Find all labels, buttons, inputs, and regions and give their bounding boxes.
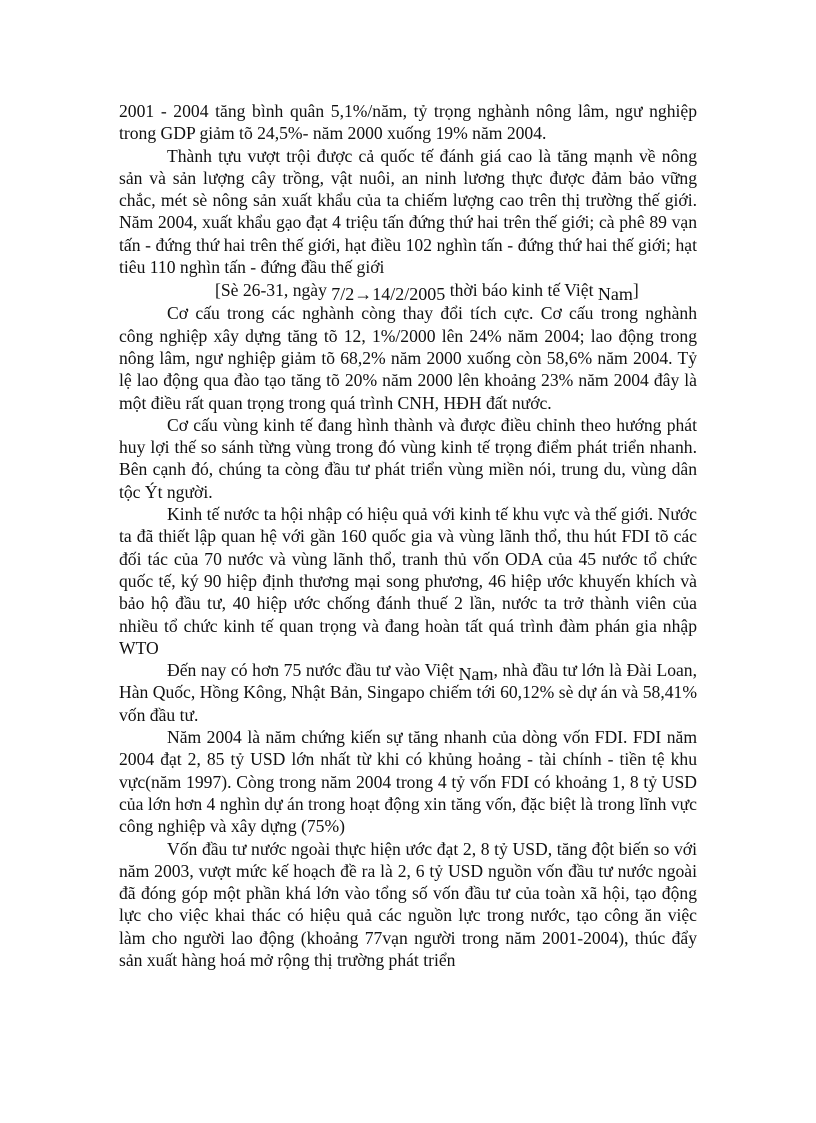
document-page — [119, 100, 697, 971]
paragraph-growth: 2001 - 2004 tăng bình quân 5,1%/năm, tỷ trọng nghành nông lâm, ngư nghiệp trong GDP giảm tõ 24,5%- năm 2000 xuống 19% năm 2004. — [119, 101, 697, 144]
fdi-after: , nhà đầu tư lớn là Đài Loan, Hàn Quốc, Hồng Kông, Nhật Bản, Singapo chiếm tới 60,12% sè dự án và 58,41% vốn đầu tư. — [119, 660, 697, 725]
citation-nam: Nam — [597, 284, 633, 305]
paragraph-achievements: Thành tựu vượt trội được cả quốc tế đánh giá cao là tăng mạnh về nông sản và sản lượng cây trồng, vật nuôi, an ninh lương thực được đảm bảo vững chắc, mét sè nông sản xuất khẩu của ta chiếm lượng cao trên thị trường thế giới. Năm 2004, xuất khẩu gạo đạt 4 triệu tấn đứng thứ hai trên thế giới; cà phê 89 vạn tấn - đứng thứ hai trên thế giới, hạt điều 102 nghìn tấn - đứng thứ hai thế giới; hạt tiêu 110 nghìn tấn - đứng đầu thế giới — [119, 145, 697, 278]
citation — [119, 278, 697, 305]
citation-prefix: [Sè 26-31, ngày — [215, 280, 332, 301]
paragraph-regions: Cơ cấu vùng kinh tế đang hình thành và được điều chỉnh theo hướng phát huy lợi thế so sánh từng vùng trong đó vùng kinh tế trọng điểm phát triển nhanh. Bên cạnh đó, chúng ta còng đầu tư phát triển vùng miền nói, trung du, vùng dân tộc Ýt người. — [119, 414, 697, 502]
paragraph-fdi-2004: Năm 2004 là năm chứng kiến sự tăng nhanh của dòng vốn FDI. FDI năm 2004 đạt 2, 85 tỷ USD lớn nhất từ khi có khủng hoảng - tài chính - tiền tệ khu vực(năm 1997). Còng trong năm 2004 trong 4 tỷ vốn FDI có khoảng 1, 8 tỷ USD của lớn hơn 4 nghìn dự án trong hoạt động xin tăng vốn, đặc biệt là trong lĩnh vực công nghiệp và xây dựng (75%) — [119, 727, 697, 837]
citation-date: 7/2→14/2/2005 — [331, 284, 446, 305]
paragraph-structure: Cơ cấu trong các nghành còng thay đổi tích cực. Cơ cấu trong nghành công nghiệp xây dựng tăng tõ 12, 1%/2000 lên 24% năm 2004; lao động trong nông lâm, ngư nghiệp giảm tõ 68,2% năm 2000 xuống còn 58,6% năm 2004. Tỷ lệ lao động qua đào tạo tăng tõ 20% năm 2000 lên khoảng 23% năm 2004 đây là một điều rất quan trọng trong quá trình CNH, HĐH đất nước. — [119, 303, 697, 413]
paragraph-integration: Kinh tế nước ta hội nhập có hiệu quả với kinh tế khu vực và thế giới. Nước ta đã thiết lập quan hệ với gần 160 quốc gia và vùng lãnh thổ, thu hút FDI tõ các đối tác của 70 nước và vùng lãnh thổ, tranh thủ vốn ODA của 45 nước tổ chức quốc tế, ký 90 hiệp định thương mại song phương, 46 hiệp ước khuyến khích và bảo hộ đầu tư, 40 hiệp ước chống đánh thuế 2 lần, nước ta trở thành viên của nhiều tổ chức kinh tế quan trọng và đang hoàn tất quá trình đàm phán gia nhập WTO — [119, 504, 697, 658]
fdi-nam: Nam — [458, 664, 494, 685]
paragraph-fdi-investors — [119, 659, 697, 726]
paragraph-foreign-investment: Vốn đầu tư nước ngoài thực hiện ước đạt 2, 8 tỷ USD, tăng đột biến so với năm 2003, vượt mức kế hoạch đề ra là 2, 6 tỷ USD nguồn vốn đầu tư nước ngoài đã đóng góp một phần khá lớn vào tổng số vốn đầu tư của toàn xã hội, tạo động lực cho việc khai thác có hiệu quả các nguồn lực trong nước, tạo công ăn việc làm cho người lao động (khoảng 77vạn người trong năm 2001-2004), thúc đẩy sản xuất hàng hoá mở rộng thị trường phát triển — [119, 838, 697, 970]
citation-suffix: ] — [632, 280, 639, 301]
citation-middle: thời báo kinh tế Việt — [445, 280, 598, 301]
fdi-before: Đến nay có hơn 75 nước đầu tư vào Việt — [167, 660, 459, 681]
